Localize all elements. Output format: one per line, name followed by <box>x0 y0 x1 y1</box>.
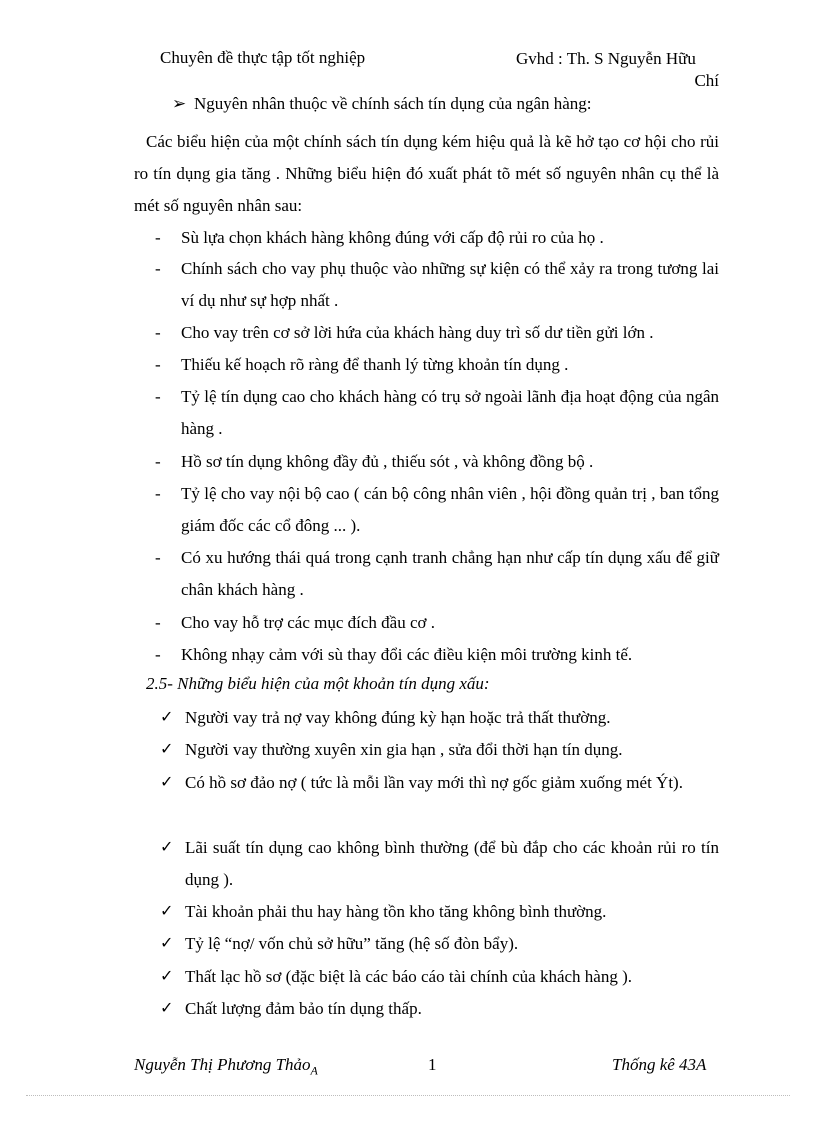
header-supervisor-line1: Gvhd : Th. S Nguyễn Hữu <box>516 49 696 68</box>
dash-marker: - <box>155 259 161 278</box>
dash-marker: - <box>155 484 161 503</box>
list-item: ✓ Chất lượng đảm bảo tín dụng thấp. <box>160 993 719 1025</box>
checkmark-icon: ✓ <box>160 903 174 920</box>
section-heading: 2.5- Những biểu hiện của một khoản tín dụng xấu: <box>146 674 490 693</box>
checkmark-icon: ✓ <box>160 1000 174 1017</box>
list-item: - Không nhạy cảm với sù thay đổi các điều kiện môi trường kinh tế. <box>155 639 719 671</box>
subheading-text: Nguyên nhân thuộc về chính sách tín dụng của ngân hàng: <box>194 94 592 113</box>
intro-paragraph: Các biểu hiện của một chính sách tín dụng kém hiệu quả là kẽ hở tạo cơ hội cho rủi ro tín dụng gia tăng . Những biểu hiện đó xuất phát tõ mét số nguyên nhân cụ thể là mét số nguyên nhân sau: <box>134 132 719 215</box>
list-item: - Tỷ lệ tín dụng cao cho khách hàng có trụ sở ngoài lãnh địa hoạt động của ngân hàng . <box>155 381 719 445</box>
checkmark-icon: ✓ <box>160 741 174 758</box>
page-number: 1 <box>428 1055 437 1074</box>
list-item: ✓ Tài khoản phải thu hay hàng tồn kho tăng không bình thường. <box>160 896 719 928</box>
header-title: Chuyên đề thực tập tốt nghiệp <box>160 48 366 67</box>
checkmark-icon: ✓ <box>160 839 174 856</box>
list-item: - Cho vay trên cơ sở lời hứa của khách hàng duy trì số dư tiền gửi lớn . <box>155 317 719 349</box>
dash-marker: - <box>155 323 161 342</box>
dash-marker: - <box>155 613 161 632</box>
dash-marker: - <box>155 452 161 471</box>
dash-marker: - <box>155 645 161 664</box>
subheading <box>172 94 592 114</box>
list-item: - Có xu hướng thái quá trong cạnh tranh chẳng hạn như cấp tín dụng xấu để giữ chân khách hàng . <box>155 542 719 606</box>
header-supervisor-line2: Chí <box>694 71 719 90</box>
footer-class: Thống kê 43A <box>612 1055 707 1074</box>
list-item: - Tỷ lệ cho vay nội bộ cao ( cán bộ công nhân viên , hội đồng quản trị , ban tổng giám đốc các cổ đông ... ). <box>155 478 719 542</box>
list-item: - Thiếu kế hoạch rõ ràng để thanh lý từng khoản tín dụng . <box>155 349 719 381</box>
dash-marker: - <box>155 387 161 406</box>
arrowhead-bullet-icon: ➢ <box>172 94 187 113</box>
checkmark-icon: ✓ <box>160 968 174 985</box>
footer-author: Nguyễn Thị Phương Thảo$_A$ <box>134 1055 318 1078</box>
checkmark-icon: ✓ <box>160 935 174 952</box>
list-item: ✓ Thất lạc hồ sơ (đặc biệt là các báo cáo tài chính của khách hàng ). <box>160 961 719 993</box>
dash-marker: - <box>155 548 161 567</box>
list-item: - Chính sách cho vay phụ thuộc vào những sự kiện có thể xảy ra trong tương lai ví dụ như sự hợp nhất . <box>155 253 719 317</box>
list-item: - Cho vay hỗ trợ các mục đích đầu cơ . <box>155 607 719 639</box>
list-item: ✓ Người vay thường xuyên xin gia hạn , sửa đổi thời hạn tín dụng. <box>160 734 719 766</box>
checkmark-icon: ✓ <box>160 709 174 726</box>
checkmark-icon: ✓ <box>160 774 174 791</box>
dash-marker: - <box>155 355 161 374</box>
list-item: ✓ Có hồ sơ đảo nợ ( tức là mỗi lần vay mới thì nợ gốc giảm xuống mét Ýt). <box>160 767 719 799</box>
list-item: - Sù lựa chọn khách hàng không đúng với cấp độ rủi ro của họ . <box>155 222 719 254</box>
dash-marker: - <box>155 228 161 247</box>
list-item: ✓ Lãi suất tín dụng cao không bình thường (để bù đắp cho các khoản rủi ro tín dụng ). <box>160 832 719 896</box>
list-item: ✓ Người vay trả nợ vay không đúng kỳ hạn hoặc trả thất thường. <box>160 702 719 734</box>
list-item: - Hồ sơ tín dụng không đầy đủ , thiếu sót , và không đồng bộ . <box>155 446 719 478</box>
list-item: ✓ Tỷ lệ “nợ/ vốn chủ sở hữu” tăng (hệ số đòn bẩy). <box>160 928 719 960</box>
page-bottom-divider <box>26 1095 790 1096</box>
header-supervisor <box>516 48 719 92</box>
